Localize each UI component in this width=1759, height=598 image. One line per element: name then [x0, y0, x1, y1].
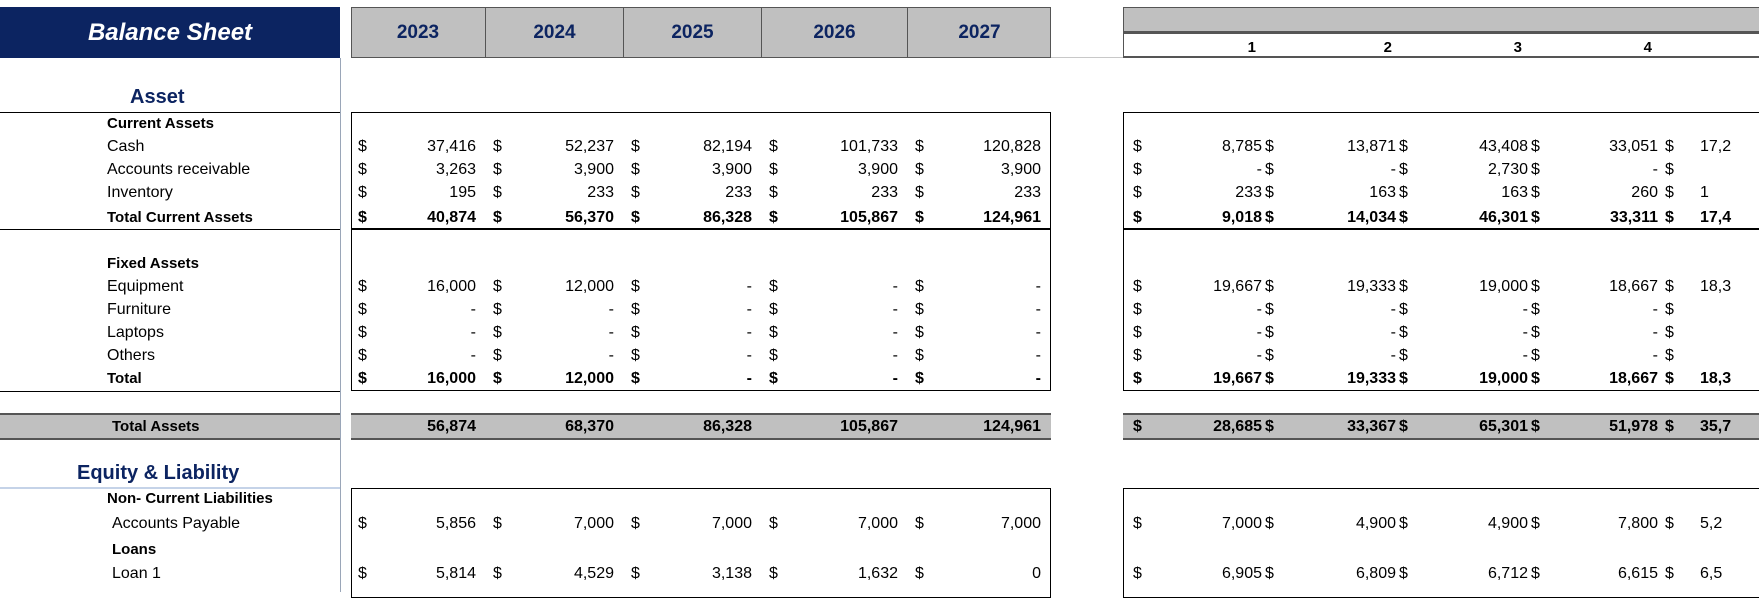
month-currency-total-fixed-2[interactable]: $ [1265, 370, 1274, 387]
year-currency-others-2027[interactable]: $ [915, 347, 924, 364]
row-label-total-assets[interactable]: Total Assets [112, 418, 200, 435]
month-value-inventory-2[interactable]: 163 [1369, 184, 1396, 201]
month-value-cash-5[interactable]: 17,2 [1700, 138, 1732, 155]
month-currency-furniture-5[interactable]: $ [1665, 301, 1674, 318]
month-value-others-4[interactable]: - [1652, 347, 1658, 364]
month-currency-cash-2[interactable]: $ [1265, 138, 1274, 155]
year-value-total-current-assets-2025[interactable]: 86,328 [703, 209, 752, 226]
year-value-loan-1-2026[interactable]: 1,632 [857, 565, 898, 582]
year-currency-total-fixed-2024[interactable]: $ [493, 370, 502, 387]
month-value-equipment-1[interactable]: 19,667 [1213, 278, 1262, 295]
year-currency-furniture-2023[interactable]: $ [358, 301, 367, 318]
month-currency-furniture-3[interactable]: $ [1399, 301, 1408, 318]
month-currency-cash-4[interactable]: $ [1531, 138, 1540, 155]
year-currency-equipment-2027[interactable]: $ [915, 278, 924, 295]
year-currency-cash-2026[interactable]: $ [769, 138, 778, 155]
year-currency-furniture-2026[interactable]: $ [769, 301, 778, 318]
year-currency-others-2026[interactable]: $ [769, 347, 778, 364]
month-value-cash-2[interactable]: 13,871 [1347, 138, 1396, 155]
month-value-accounts-payable-5[interactable]: 5,2 [1700, 515, 1723, 532]
year-value-equipment-2025[interactable]: - [746, 278, 752, 295]
year-currency-accounts-payable-2024[interactable]: $ [493, 515, 502, 532]
month-currency-total-fixed-4[interactable]: $ [1531, 370, 1540, 387]
year-value-others-2024[interactable]: - [608, 347, 614, 364]
year-header-2025[interactable]: 2025 [624, 7, 762, 58]
month-value-accounts-payable-3[interactable]: 4,900 [1487, 515, 1528, 532]
year-currency-laptops-2024[interactable]: $ [493, 324, 502, 341]
year-value-equipment-2027[interactable]: - [1035, 278, 1041, 295]
month-value-total-current-assets-3[interactable]: 46,301 [1479, 209, 1528, 226]
month-currency-accounts-receivable-3[interactable]: $ [1399, 161, 1408, 178]
year-currency-equipment-2023[interactable]: $ [358, 278, 367, 295]
year-currency-total-fixed-2026[interactable]: $ [769, 370, 778, 387]
year-value-cash-2024[interactable]: 52,237 [565, 138, 614, 155]
year-currency-furniture-2027[interactable]: $ [915, 301, 924, 318]
month-currency-inventory-2[interactable]: $ [1265, 184, 1274, 201]
month-value-total-assets-2[interactable]: 33,367 [1347, 418, 1396, 435]
year-currency-total-fixed-2027[interactable]: $ [915, 370, 924, 387]
year-currency-furniture-2024[interactable]: $ [493, 301, 502, 318]
year-value-furniture-2027[interactable]: - [1035, 301, 1041, 318]
row-label-cash[interactable]: Cash [107, 138, 145, 155]
month-currency-accounts-receivable-5[interactable]: $ [1665, 161, 1674, 178]
year-currency-inventory-2023[interactable]: $ [358, 184, 367, 201]
month-currency-total-current-assets-5[interactable]: $ [1665, 209, 1674, 226]
month-value-laptops-3[interactable]: - [1522, 324, 1528, 341]
year-currency-loan-1-2027[interactable]: $ [915, 565, 924, 582]
fixed-assets-label-bottom-line [0, 391, 340, 392]
year-currency-others-2025[interactable]: $ [631, 347, 640, 364]
month-currency-accounts-receivable-2[interactable]: $ [1265, 161, 1274, 178]
month-currency-cash-1[interactable]: $ [1133, 138, 1142, 155]
asset-heading[interactable]: Asset [130, 86, 185, 108]
month-currency-laptops-2[interactable]: $ [1265, 324, 1274, 341]
row-label-loans[interactable]: Loans [112, 541, 157, 558]
month-value-accounts-receivable-1[interactable]: - [1256, 161, 1262, 178]
month-currency-total-fixed-1[interactable]: $ [1133, 370, 1142, 387]
year-value-accounts-payable-2027[interactable]: 7,000 [1000, 515, 1041, 532]
year-currency-total-current-assets-2023[interactable]: $ [358, 209, 367, 226]
year-currency-inventory-2026[interactable]: $ [769, 184, 778, 201]
month-value-total-assets-5[interactable]: 35,7 [1700, 418, 1732, 435]
sheet-title[interactable]: Balance Sheet [0, 7, 340, 58]
year-value-loan-1-2024[interactable]: 4,529 [573, 565, 614, 582]
year-value-laptops-2026[interactable]: - [892, 324, 898, 341]
year-value-total-current-assets-2023[interactable]: 40,874 [427, 209, 476, 226]
month-value-equipment-5[interactable]: 18,3 [1700, 278, 1732, 295]
month-value-accounts-receivable-4[interactable]: - [1652, 161, 1658, 178]
year-value-accounts-payable-2025[interactable]: 7,000 [711, 515, 752, 532]
year-currency-accounts-payable-2027[interactable]: $ [915, 515, 924, 532]
month-value-total-assets-3[interactable]: 65,301 [1479, 418, 1528, 435]
year-value-accounts-receivable-2026[interactable]: 3,900 [857, 161, 898, 178]
year-currency-loan-1-2025[interactable]: $ [631, 565, 640, 582]
month-currency-others-2[interactable]: $ [1265, 347, 1274, 364]
year-currency-inventory-2025[interactable]: $ [631, 184, 640, 201]
year-value-accounts-receivable-2025[interactable]: 3,900 [711, 161, 752, 178]
year-value-equipment-2023[interactable]: 16,000 [427, 278, 476, 295]
month-currency-inventory-5[interactable]: $ [1665, 184, 1674, 201]
year-value-laptops-2025[interactable]: - [746, 324, 752, 341]
month-value-others-2[interactable]: - [1390, 347, 1396, 364]
month-value-furniture-2[interactable]: - [1390, 301, 1396, 318]
year-value-furniture-2024[interactable]: - [608, 301, 614, 318]
month-value-equipment-4[interactable]: 18,667 [1609, 278, 1658, 295]
month-value-total-fixed-4[interactable]: 18,667 [1609, 370, 1658, 387]
month-currency-loan-1-4[interactable]: $ [1531, 565, 1540, 582]
year-value-loan-1-2027[interactable]: 0 [1032, 565, 1041, 582]
month-currency-total-current-assets-3[interactable]: $ [1399, 209, 1408, 226]
year-value-others-2023[interactable]: - [470, 347, 476, 364]
year-value-total-assets-2026[interactable]: 105,867 [840, 418, 898, 435]
year-value-laptops-2024[interactable]: - [608, 324, 614, 341]
month-currency-equipment-1[interactable]: $ [1133, 278, 1142, 295]
month-value-total-assets-1[interactable]: 28,685 [1213, 418, 1262, 435]
month-currency-total-fixed-3[interactable]: $ [1399, 370, 1408, 387]
month-currency-cash-3[interactable]: $ [1399, 138, 1408, 155]
year-currency-cash-2025[interactable]: $ [631, 138, 640, 155]
month-value-loan-1-4[interactable]: 6,615 [1617, 565, 1658, 582]
row-label-furniture[interactable]: Furniture [107, 301, 172, 318]
month-currency-accounts-payable-3[interactable]: $ [1399, 515, 1408, 532]
row-label-accounts-receivable[interactable]: Accounts receivable [107, 161, 251, 178]
month-value-others-1[interactable]: - [1256, 347, 1262, 364]
year-currency-loan-1-2026[interactable]: $ [769, 565, 778, 582]
month-header-2[interactable]: 2 [1383, 39, 1392, 56]
year-currency-laptops-2023[interactable]: $ [358, 324, 367, 341]
year-value-others-2026[interactable]: - [892, 347, 898, 364]
year-value-cash-2023[interactable]: 37,416 [427, 138, 476, 155]
month-currency-laptops-1[interactable]: $ [1133, 324, 1142, 341]
month-currency-equipment-3[interactable]: $ [1399, 278, 1408, 295]
month-currency-total-current-assets-2[interactable]: $ [1265, 209, 1274, 226]
year-currency-loan-1-2024[interactable]: $ [493, 565, 502, 582]
month-currency-total-assets-3[interactable]: $ [1399, 418, 1408, 435]
year-currency-accounts-payable-2026[interactable]: $ [769, 515, 778, 532]
month-value-total-assets-4[interactable]: 51,978 [1609, 418, 1658, 435]
equity-heading-underline [0, 487, 340, 489]
month-header-1[interactable]: 1 [1247, 39, 1256, 56]
label-column-border [340, 58, 341, 592]
year-currency-others-2024[interactable]: $ [493, 347, 502, 364]
year-value-equipment-2024[interactable]: 12,000 [565, 278, 614, 295]
month-currency-furniture-4[interactable]: $ [1531, 301, 1540, 318]
year-currency-total-fixed-2025[interactable]: $ [631, 370, 640, 387]
row-label-fixed-assets[interactable]: Fixed Assets [107, 255, 199, 272]
month-value-accounts-payable-4[interactable]: 7,800 [1617, 515, 1658, 532]
month-value-equipment-3[interactable]: 19,000 [1479, 278, 1528, 295]
month-currency-total-assets-2[interactable]: $ [1265, 418, 1274, 435]
row-label-total-fixed[interactable]: Total [107, 370, 142, 387]
year-currency-laptops-2026[interactable]: $ [769, 324, 778, 341]
month-value-inventory-5[interactable]: 1 [1700, 184, 1709, 201]
month-value-accounts-payable-1[interactable]: 7,000 [1221, 515, 1262, 532]
month-currency-laptops-5[interactable]: $ [1665, 324, 1674, 341]
month-value-loan-1-2[interactable]: 6,809 [1355, 565, 1396, 582]
row-label-non-current-liabilities[interactable]: Non- Current Liabilities [107, 490, 273, 507]
month-value-equipment-2[interactable]: 19,333 [1347, 278, 1396, 295]
month-value-total-current-assets-1[interactable]: 9,018 [1221, 209, 1262, 226]
month-value-laptops-2[interactable]: - [1390, 324, 1396, 341]
year-value-laptops-2023[interactable]: - [470, 324, 476, 341]
year-value-accounts-payable-2023[interactable]: 5,856 [435, 515, 476, 532]
year-header-2027[interactable]: 2027 [958, 21, 1001, 43]
year-currency-accounts-receivable-2025[interactable]: $ [631, 161, 640, 178]
month-currency-accounts-receivable-4[interactable]: $ [1531, 161, 1540, 178]
equity-liability-heading[interactable]: Equity & Liability [77, 462, 240, 484]
month-currency-accounts-payable-5[interactable]: $ [1665, 515, 1674, 532]
month-currency-furniture-2[interactable]: $ [1265, 301, 1274, 318]
month-value-loan-1-1[interactable]: 6,905 [1221, 565, 1262, 582]
year-value-total-current-assets-2027[interactable]: 124,961 [983, 209, 1041, 226]
month-value-furniture-4[interactable]: - [1652, 301, 1658, 318]
row-label-total-current-assets[interactable]: Total Current Assets [107, 209, 253, 226]
year-value-equipment-2026[interactable]: - [892, 278, 898, 295]
row-label-loan-1[interactable]: Loan 1 [112, 565, 161, 582]
year-value-loan-1-2025[interactable]: 3,138 [711, 565, 752, 582]
year-value-furniture-2026[interactable]: - [892, 301, 898, 318]
year-currency-inventory-2027[interactable]: $ [915, 184, 924, 201]
month-value-total-fixed-3[interactable]: 19,000 [1479, 370, 1528, 387]
year-value-inventory-2025[interactable]: 233 [725, 184, 752, 201]
year-value-furniture-2023[interactable]: - [470, 301, 476, 318]
month-value-total-current-assets-2[interactable]: 14,034 [1347, 209, 1396, 226]
month-currency-accounts-receivable-1[interactable]: $ [1133, 161, 1142, 178]
month-value-accounts-receivable-3[interactable]: 2,730 [1487, 161, 1528, 178]
year-value-total-fixed-2027[interactable]: - [1035, 370, 1041, 387]
month-currency-laptops-4[interactable]: $ [1531, 324, 1540, 341]
month-value-laptops-4[interactable]: - [1652, 324, 1658, 341]
month-currency-inventory-3[interactable]: $ [1399, 184, 1408, 201]
year-currency-accounts-payable-2023[interactable]: $ [358, 515, 367, 532]
year-currency-accounts-receivable-2026[interactable]: $ [769, 161, 778, 178]
year-currency-cash-2027[interactable]: $ [915, 138, 924, 155]
year-value-others-2027[interactable]: - [1035, 347, 1041, 364]
year-header-2023[interactable]: 2023 [351, 7, 486, 58]
month-header-band [1123, 7, 1759, 32]
year-value-accounts-payable-2024[interactable]: 7,000 [573, 515, 614, 532]
month-currency-accounts-payable-4[interactable]: $ [1531, 515, 1540, 532]
month-value-accounts-receivable-2[interactable]: - [1390, 161, 1396, 178]
year-header-2026[interactable]: 2026 [762, 7, 908, 58]
year-currency-cash-2024[interactable]: $ [493, 138, 502, 155]
year-value-others-2025[interactable]: - [746, 347, 752, 364]
year-currency-laptops-2027[interactable]: $ [915, 324, 924, 341]
year-value-accounts-payable-2026[interactable]: 7,000 [857, 515, 898, 532]
year-currency-total-current-assets-2026[interactable]: $ [769, 209, 778, 226]
year-value-loan-1-2023[interactable]: 5,814 [435, 565, 476, 582]
month-value-accounts-payable-2[interactable]: 4,900 [1355, 515, 1396, 532]
month-currency-total-assets-1[interactable]: $ [1133, 418, 1142, 435]
month-value-inventory-4[interactable]: 260 [1631, 184, 1658, 201]
year-value-cash-2026[interactable]: 101,733 [840, 138, 898, 155]
month-header-3[interactable]: 3 [1513, 39, 1522, 56]
year-value-total-current-assets-2024[interactable]: 56,370 [565, 209, 614, 226]
year-value-cash-2025[interactable]: 82,194 [703, 138, 752, 155]
row-label-accounts-payable[interactable]: Accounts Payable [112, 515, 241, 532]
year-value-total-assets-2025[interactable]: 86,328 [703, 418, 752, 435]
month-currency-others-3[interactable]: $ [1399, 347, 1408, 364]
year-currency-equipment-2026[interactable]: $ [769, 278, 778, 295]
header-gridline [1051, 57, 1123, 58]
month-currency-loan-1-1[interactable]: $ [1133, 565, 1142, 582]
month-currency-equipment-5[interactable]: $ [1665, 278, 1674, 295]
month-currency-total-assets-5[interactable]: $ [1665, 418, 1674, 435]
year-value-inventory-2026[interactable]: 233 [871, 184, 898, 201]
month-currency-inventory-1[interactable]: $ [1133, 184, 1142, 201]
year-value-laptops-2027[interactable]: - [1035, 324, 1041, 341]
month-currency-others-4[interactable]: $ [1531, 347, 1540, 364]
month-value-loan-1-3[interactable]: 6,712 [1487, 565, 1528, 582]
month-value-cash-3[interactable]: 43,408 [1479, 138, 1528, 155]
year-value-total-fixed-2026[interactable]: - [892, 370, 898, 387]
year-currency-total-fixed-2023[interactable]: $ [358, 370, 367, 387]
month-value-inventory-1[interactable]: 233 [1235, 184, 1262, 201]
month-currency-others-1[interactable]: $ [1133, 347, 1142, 364]
row-label-others[interactable]: Others [107, 347, 156, 364]
month-value-furniture-1[interactable]: - [1256, 301, 1262, 318]
month-value-loan-1-5[interactable]: 6,5 [1700, 565, 1723, 582]
year-currency-others-2023[interactable]: $ [358, 347, 367, 364]
year-value-total-current-assets-2026[interactable]: 105,867 [840, 209, 898, 226]
month-currency-furniture-1[interactable]: $ [1133, 301, 1142, 318]
row-label-laptops[interactable]: Laptops [107, 324, 164, 341]
year-value-inventory-2023[interactable]: 195 [449, 184, 476, 201]
month-value-total-fixed-5[interactable]: 18,3 [1700, 370, 1732, 387]
month-currency-total-current-assets-4[interactable]: $ [1531, 209, 1540, 226]
month-currency-loan-1-3[interactable]: $ [1399, 565, 1408, 582]
year-value-furniture-2025[interactable]: - [746, 301, 752, 318]
year-value-total-fixed-2023[interactable]: 16,000 [427, 370, 476, 387]
year-currency-equipment-2025[interactable]: $ [631, 278, 640, 295]
year-value-accounts-receivable-2024[interactable]: 3,900 [573, 161, 614, 178]
month-currency-loan-1-5[interactable]: $ [1665, 565, 1674, 582]
year-value-inventory-2027[interactable]: 233 [1014, 184, 1041, 201]
month-value-others-3[interactable]: - [1522, 347, 1528, 364]
month-value-inventory-3[interactable]: 163 [1501, 184, 1528, 201]
year-value-cash-2027[interactable]: 120,828 [983, 138, 1041, 155]
year-currency-furniture-2025[interactable]: $ [631, 301, 640, 318]
year-currency-total-current-assets-2025[interactable]: $ [631, 209, 640, 226]
year-currency-inventory-2024[interactable]: $ [493, 184, 502, 201]
month-currency-total-fixed-5[interactable]: $ [1665, 370, 1674, 387]
year-currency-accounts-receivable-2023[interactable]: $ [358, 161, 367, 178]
month-header-4[interactable]: 4 [1643, 39, 1652, 56]
month-currency-equipment-2[interactable]: $ [1265, 278, 1274, 295]
year-value-total-fixed-2024[interactable]: 12,000 [565, 370, 614, 387]
month-currency-inventory-4[interactable]: $ [1531, 184, 1540, 201]
year-value-total-fixed-2025[interactable]: - [746, 370, 752, 387]
year-currency-accounts-receivable-2027[interactable]: $ [915, 161, 924, 178]
year-header-2024[interactable]: 2024 [486, 7, 624, 58]
month-value-total-current-assets-4[interactable]: 33,311 [1609, 209, 1658, 226]
month-currency-total-assets-4[interactable]: $ [1531, 418, 1540, 435]
year-value-accounts-receivable-2023[interactable]: 3,263 [435, 161, 476, 178]
year-value-inventory-2024[interactable]: 233 [587, 184, 614, 201]
asset-heading-underline [0, 112, 340, 113]
month-currency-accounts-payable-1[interactable]: $ [1133, 515, 1142, 532]
year-currency-loan-1-2023[interactable]: $ [358, 565, 367, 582]
month-currency-cash-5[interactable]: $ [1665, 138, 1674, 155]
current-assets-label-bottom-line [0, 229, 340, 230]
year-value-accounts-receivable-2027[interactable]: 3,900 [1000, 161, 1041, 178]
year-currency-accounts-payable-2025[interactable]: $ [631, 515, 640, 532]
year-value-total-assets-2023[interactable]: 56,874 [427, 418, 476, 435]
month-value-furniture-3[interactable]: - [1522, 301, 1528, 318]
month-currency-equipment-4[interactable]: $ [1531, 278, 1540, 295]
row-label-equipment[interactable]: Equipment [107, 278, 184, 295]
year-currency-equipment-2024[interactable]: $ [493, 278, 502, 295]
month-value-laptops-1[interactable]: - [1256, 324, 1262, 341]
year-currency-cash-2023[interactable]: $ [358, 138, 367, 155]
month-value-total-fixed-1[interactable]: 19,667 [1213, 370, 1262, 387]
year-currency-accounts-receivable-2024[interactable]: $ [493, 161, 502, 178]
year-currency-laptops-2025[interactable]: $ [631, 324, 640, 341]
year-value-total-assets-2024[interactable]: 68,370 [565, 418, 614, 435]
month-currency-accounts-payable-2[interactable]: $ [1265, 515, 1274, 532]
row-label-current-assets[interactable]: Current Assets [107, 115, 214, 132]
month-currency-total-current-assets-1[interactable]: $ [1133, 209, 1142, 226]
month-value-cash-4[interactable]: 33,051 [1609, 138, 1658, 155]
month-currency-others-5[interactable]: $ [1665, 347, 1674, 364]
year-currency-total-current-assets-2027[interactable]: $ [915, 209, 924, 226]
year-value-total-assets-2027[interactable]: 124,961 [983, 418, 1041, 435]
month-value-cash-1[interactable]: 8,785 [1221, 138, 1262, 155]
month-currency-loan-1-2[interactable]: $ [1265, 565, 1274, 582]
month-value-total-fixed-2[interactable]: 19,333 [1347, 370, 1396, 387]
month-value-total-current-assets-5[interactable]: 17,4 [1700, 209, 1732, 226]
month-currency-laptops-3[interactable]: $ [1399, 324, 1408, 341]
year-currency-total-current-assets-2024[interactable]: $ [493, 209, 502, 226]
row-label-inventory[interactable]: Inventory [107, 184, 173, 201]
